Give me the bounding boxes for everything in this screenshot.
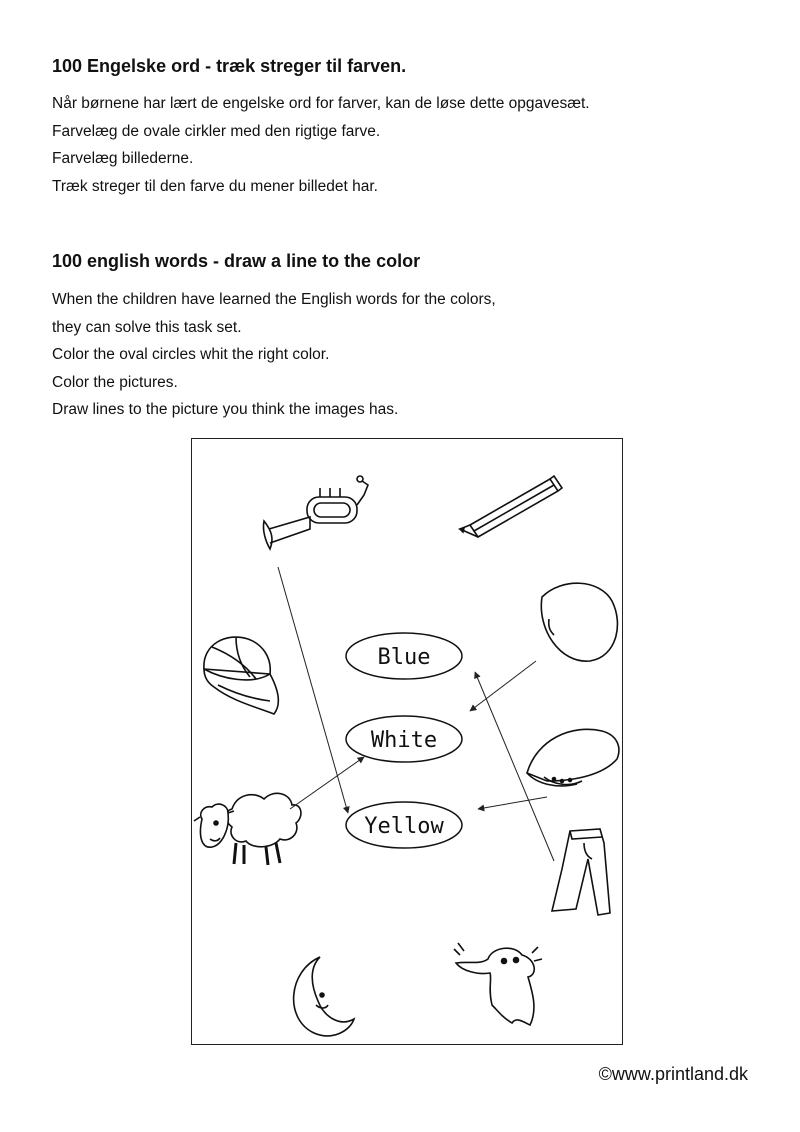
ghost-icon	[454, 943, 542, 1025]
pencil-icon	[460, 476, 562, 537]
oval-yellow	[346, 802, 462, 848]
cap-icon	[204, 637, 278, 714]
moon-icon	[294, 957, 354, 1036]
english-instructions	[52, 286, 496, 424]
danish-line: Træk streger til den farve du mener billedet har.	[52, 177, 378, 195]
danish-title: 100 Engelske ord - træk streger til farven.	[52, 56, 407, 76]
danish-line: Farvelæg de ovale cirkler med den rigtige farve.	[52, 122, 381, 140]
danish-line: Farvelæg billederne.	[52, 150, 194, 167]
danish-line: Når børnene har lært de engelske ord for farver, kan de løse dette opgavesæt.	[52, 95, 590, 112]
oval-label: White	[370, 728, 438, 753]
english-line: When the children have learned the English words for the colors,	[52, 291, 496, 308]
sheep-icon	[194, 793, 301, 865]
oval-label: Blue	[377, 645, 431, 670]
english-line: Color the oval circles whit the right color.	[52, 346, 330, 363]
arrow-line	[470, 661, 536, 711]
footer-copyright: ©www.printland.dk	[598, 1064, 748, 1084]
english-line: Draw lines to the picture you think the images has.	[52, 401, 399, 418]
jeans-icon	[552, 829, 610, 915]
oval-label: Yellow	[364, 814, 444, 839]
worksheet-frame	[191, 438, 623, 1045]
lemon-slice-icon	[527, 729, 619, 786]
arrow-line	[478, 797, 547, 809]
english-title: 100 english words - draw a line to the color	[52, 251, 421, 271]
worksheet-drawing	[192, 439, 624, 1046]
trumpet-icon	[263, 476, 368, 549]
oval-white	[346, 716, 462, 762]
arrow-line	[290, 757, 364, 809]
english-line: they can solve this task set.	[52, 318, 242, 336]
english-line: Color the pictures.	[52, 373, 178, 391]
danish-instructions	[52, 90, 590, 200]
lemon-icon	[541, 583, 617, 661]
oval-blue	[346, 633, 462, 679]
